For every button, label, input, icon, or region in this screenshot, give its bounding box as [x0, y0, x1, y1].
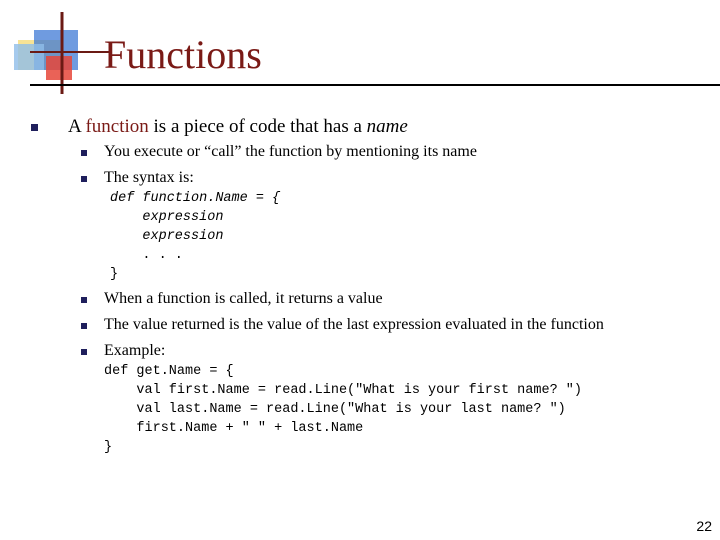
highlight-term-function: function [85, 116, 149, 137]
syntax-code-line: expression [110, 229, 224, 244]
sub-bullet-marker [81, 349, 87, 355]
bullet-text: A [68, 116, 86, 137]
sub-bullet-call: You execute or “call” the function by mentioning its name [104, 143, 477, 160]
sub-bullet-example: Example: [104, 342, 166, 359]
sub-bullet-marker [81, 176, 87, 182]
syntax-code-line: . . . [110, 248, 183, 263]
example-code-line: val last.Name = read.Line("What is your last name? ") [104, 402, 566, 417]
sub-bullet-marker [81, 297, 87, 303]
title-divider [30, 84, 720, 86]
example-code-line: def get.Name = { [104, 364, 234, 379]
bullet-function-definition [68, 117, 408, 136]
example-code-line: val first.Name = read.Line("What is your first name? ") [104, 383, 582, 398]
sub-bullet-returns: When a function is called, it returns a value [104, 290, 383, 307]
page-number: 22 [696, 518, 712, 534]
example-code-line: first.Name + " " + last.Name [104, 421, 364, 436]
italic-term-name: name [366, 116, 408, 137]
syntax-code-line: expression [110, 210, 224, 225]
syntax-code-line: def function.Name = { [110, 191, 281, 206]
slide-title: Functions [104, 32, 262, 77]
sub-bullet-marker [81, 323, 87, 329]
sub-bullet-last-expression: The value returned is the value of the last expression evaluated in the function [104, 316, 604, 333]
bullet-text: is a piece of code that has a [148, 116, 367, 137]
syntax-code-line: } [110, 267, 119, 282]
sub-bullet-syntax: The syntax is: [104, 169, 194, 186]
bullet-marker [31, 124, 38, 131]
sub-bullet-marker [81, 150, 87, 156]
example-code-line: } [104, 440, 113, 455]
